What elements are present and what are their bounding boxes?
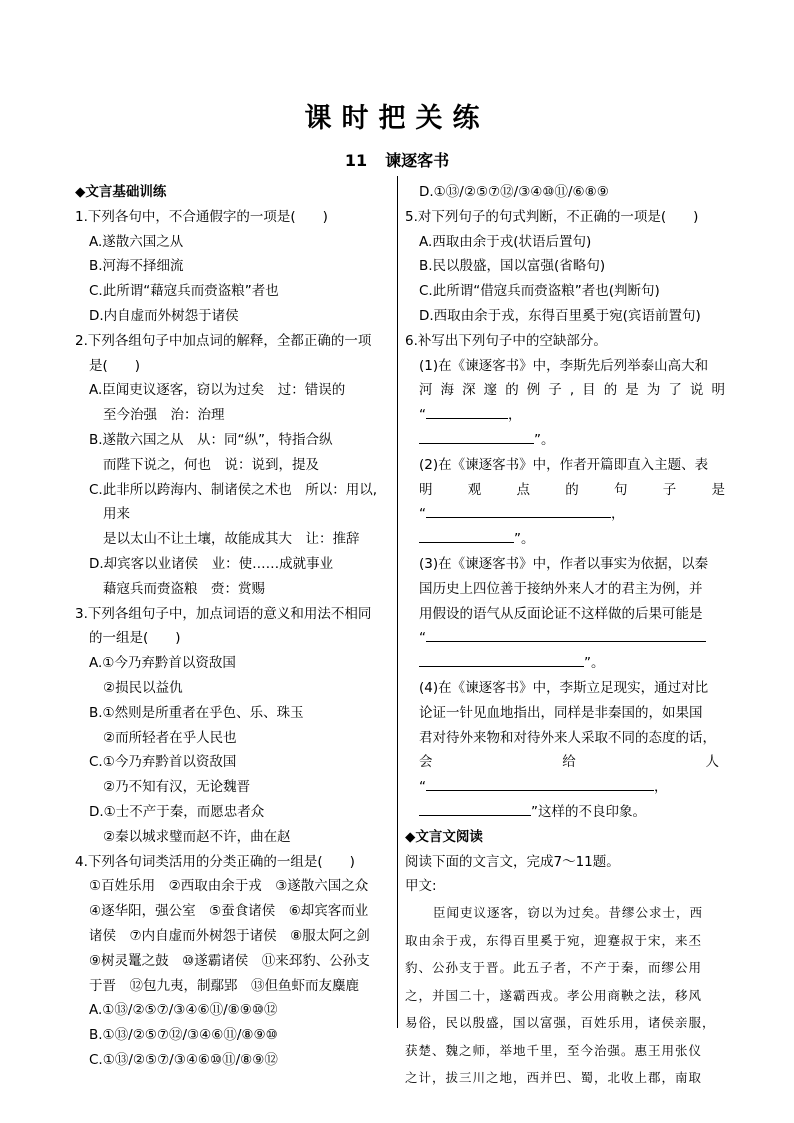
reading-passage-label: 甲文:	[405, 878, 437, 895]
spread-char: 人	[705, 754, 719, 771]
text-line: B.河海不择细流	[89, 258, 184, 275]
q6-4-line-3: 君对待外来物和对待外来人采取不同的态度的话，	[419, 729, 716, 746]
spread-char: 深	[462, 382, 476, 399]
text-line: 而陛下说之，何也 说：说到，提及	[103, 456, 319, 473]
passage-line: 获楚、魏之师，举地千里，至今治强。惠王用张仪	[405, 1042, 703, 1058]
spread-char: 邃	[483, 382, 498, 399]
text-line: ◆文言基础训练	[75, 184, 167, 200]
text-line: A.西取由余于戎(状语后置句)	[419, 233, 592, 250]
lesson-heading	[0, 148, 794, 171]
passage-line: 之，并国二十，遂霸西戎。孝公用商鞅之法，移风	[405, 987, 703, 1003]
text-line: B.①⑬/②⑤⑦⑫/③④⑥⑪/⑧⑨⑩	[89, 1027, 278, 1044]
q6-4-line-2: 论证一针见血地指出，同样是非秦国的，如果国	[419, 704, 703, 721]
text-line: C.此所谓“借寇兵而赍盗粮”者也(判断句)	[419, 283, 660, 300]
q6-4-line-1: (4)在《谏逐客书》中，李斯立足现实，通过对比	[419, 679, 709, 696]
spread-char: 点	[516, 481, 530, 498]
text-line: 2.下列各组句子中加点词的解释，全都正确的一项	[75, 332, 372, 349]
spread-char: 给	[562, 754, 576, 771]
text-line: 是( )	[89, 357, 141, 374]
lesson-name: 谏逐客书	[385, 151, 450, 170]
spread-char: 是	[711, 481, 725, 498]
text-line: 的一组是( )	[89, 630, 181, 647]
spread-char: 观	[467, 481, 482, 498]
spread-char: ,	[569, 382, 575, 399]
text-line: D.①士不产于秦，而愿忠者众	[89, 803, 265, 820]
q6-1-blank-line-1: “ ，	[405, 403, 725, 428]
spread-char: 的	[565, 481, 579, 498]
text-line: D.却宾客以业诸侯 业：使……成就事业	[89, 555, 334, 572]
text-line: ⑨树灵鼍之鼓 ⑩遂霸诸侯 ⑪来邳豹、公孙支	[89, 952, 370, 969]
q6-3-blank-line-1: “	[405, 626, 725, 651]
q6-2-blank-line-2: ”。	[405, 527, 725, 552]
text-line: ②损民以益仇	[103, 679, 183, 696]
spread-char: 河	[419, 382, 433, 399]
text-line: 4.下列各句词类活用的分类正确的一组是( )	[75, 853, 355, 870]
text-line: D.西取由余于戎，东得百里奚于宛(宾语前置句)	[419, 307, 701, 324]
spread-char: 句	[614, 481, 628, 498]
q6-4-spread-line	[405, 750, 725, 775]
passage-line: 易俗，民以殷盛，国以富强，百姓乐用，诸侯亲服，	[405, 1015, 716, 1031]
spread-char: 说	[689, 382, 704, 399]
spread-char: 的	[505, 382, 519, 399]
spread-char: 子	[662, 481, 677, 498]
page-title: 课时把关练	[304, 103, 490, 134]
spread-char: 明	[711, 382, 725, 399]
q6-4-blank-line-2: ”这样的不良印象。	[405, 800, 725, 825]
text-line: 于晋 ⑫包九夷，制鄢郢 ⑬但鱼虾而友麋鹿	[89, 977, 359, 994]
text-line: ①百姓乐用 ②西取由余于戎 ③遂散六国之众	[89, 878, 369, 895]
text-line: B.遂散六国之从 从：同“纵”，特指合纵	[89, 431, 333, 448]
q6-3-line-3: 用假设的语气从反面论证不这样做的后果可能是	[419, 605, 703, 622]
q6-2-blank-line-1: “ ，	[405, 502, 725, 527]
text-line: C.此所谓“藉寇兵而赍盗粮”者也	[89, 283, 279, 300]
text-line: A.臣闻吏议逐客，窃以为过矣 过：错误的	[89, 382, 346, 399]
spread-char: 子	[548, 382, 562, 399]
text-line: 5.对下列句子的句式判断，不正确的一项是( )	[405, 208, 699, 225]
text-line: 用来	[103, 506, 130, 523]
reading-section-heading: ◆文言文阅读	[405, 828, 483, 845]
spread-char: 是	[625, 382, 639, 399]
answer-blank[interactable]	[426, 404, 508, 419]
q6-4-blank-line-1: “ ，	[405, 775, 725, 800]
text-line: 1.下列各句中，不合通假字的一项是( )	[75, 208, 328, 225]
spread-char: 会	[419, 754, 433, 771]
passage-line: 取由余于戎，东得百里奚于宛，迎蹇叔于宋，来丕	[405, 932, 703, 948]
spread-char: 的	[603, 382, 618, 399]
text-line: ②乃不知有汉，无论魏晋	[103, 779, 251, 796]
text-line: 是以太山不让土壤，故能成其大 让：推辞	[103, 531, 360, 548]
text-line: C.①⑬/②⑤⑦/③④⑥⑩⑪/⑧⑨⑫	[89, 1051, 278, 1068]
text-line: C.此非所以跨海内、制诸侯之术也 所以：用以,	[89, 481, 378, 498]
q6-3-blank-line-2: ”。	[405, 651, 725, 676]
spread-char: 明	[419, 481, 433, 498]
spread-char: 为	[646, 382, 661, 399]
spread-char: 例	[526, 382, 541, 399]
q6-2-line-1: (2)在《谏逐客书》中，作者开篇即直入主题、表	[419, 456, 709, 473]
text-line: 诸侯 ⑦内自虚而外树怨于诸侯 ⑧服太阿之剑	[89, 927, 370, 944]
spread-char: 海	[440, 382, 455, 399]
answer-blank[interactable]	[419, 429, 534, 444]
answer-blank[interactable]	[426, 503, 611, 518]
text-line: A.遂散六国之从	[89, 233, 184, 250]
text-line: D.内自虚而外树怨于诸侯	[89, 307, 239, 324]
right-column	[405, 180, 725, 1092]
text-line: (1)在《谏逐客书》中，李斯先后列举泰山高大和	[419, 357, 709, 374]
answer-blank[interactable]	[419, 528, 514, 543]
left-column	[75, 180, 395, 1073]
passage-line: 之计，拔三川之地，西并巴、蜀，北收上郡，南取	[405, 1070, 703, 1086]
text-line: ④逐华阳，强公室 ⑤蚕食诸侯 ⑥却宾客而业	[89, 903, 369, 920]
text-line: A.①今乃弃黔首以资敌国	[89, 655, 236, 672]
text-line: 藉寇兵而赍盗粮 赍：赏赐	[103, 580, 265, 597]
lesson-number: 11	[344, 151, 368, 170]
q6-3-line-2: 国历史上四位善于接纳外来人才的君主为例，并	[419, 580, 703, 597]
text-line: B.民以殷盛，国以富强(省略句)	[419, 258, 606, 275]
passage-line: 豹、公孙支于晋。此五子者，不产于秦，而缪公用	[405, 960, 703, 976]
text-line: D.①⑬/②⑤⑦⑫/③④⑩⑪/⑥⑧⑨	[419, 184, 609, 200]
answer-blank[interactable]	[419, 652, 584, 667]
text-line: ②而所轻者在乎人民也	[103, 729, 237, 746]
answer-blank[interactable]	[426, 776, 654, 791]
text-line: 6.补写出下列句子中的空缺部分。	[405, 332, 607, 349]
q6-1-blank-line-2: ”。	[405, 428, 725, 453]
q6-2-spread-line	[405, 478, 725, 503]
text-line: A.①⑬/②⑤⑦/③④⑥⑪/⑧⑨⑩⑫	[89, 1002, 278, 1019]
q6-3-line-1: (3)在《谏逐客书》中，作者以事实为依据，以秦	[419, 555, 709, 572]
reading-instructions: 阅读下面的文言文，完成7～11题。	[405, 853, 620, 870]
text-line: 至今治强 治：治理	[103, 407, 225, 424]
column-divider	[397, 176, 398, 1028]
classical-passage	[405, 899, 725, 1092]
text-line: ②秦以城求璧而赵不许，曲在赵	[103, 828, 291, 845]
passage-line: 臣闻吏议逐客，窃以为过矣。昔缪公求士，西	[433, 905, 704, 921]
spread-char: 目	[582, 382, 596, 399]
text-line: 3.下列各组句子中，加点词语的意义和用法不相同	[75, 605, 372, 622]
text-line: B.①然则是所重者在乎色、乐、珠玉	[89, 704, 304, 721]
answer-blank[interactable]	[426, 627, 706, 642]
text-line: C.①今乃弃黔首以资敌国	[89, 754, 237, 771]
q6-1-spread-line	[405, 378, 725, 403]
answer-blank[interactable]	[419, 801, 531, 816]
spread-char: 了	[668, 382, 682, 399]
